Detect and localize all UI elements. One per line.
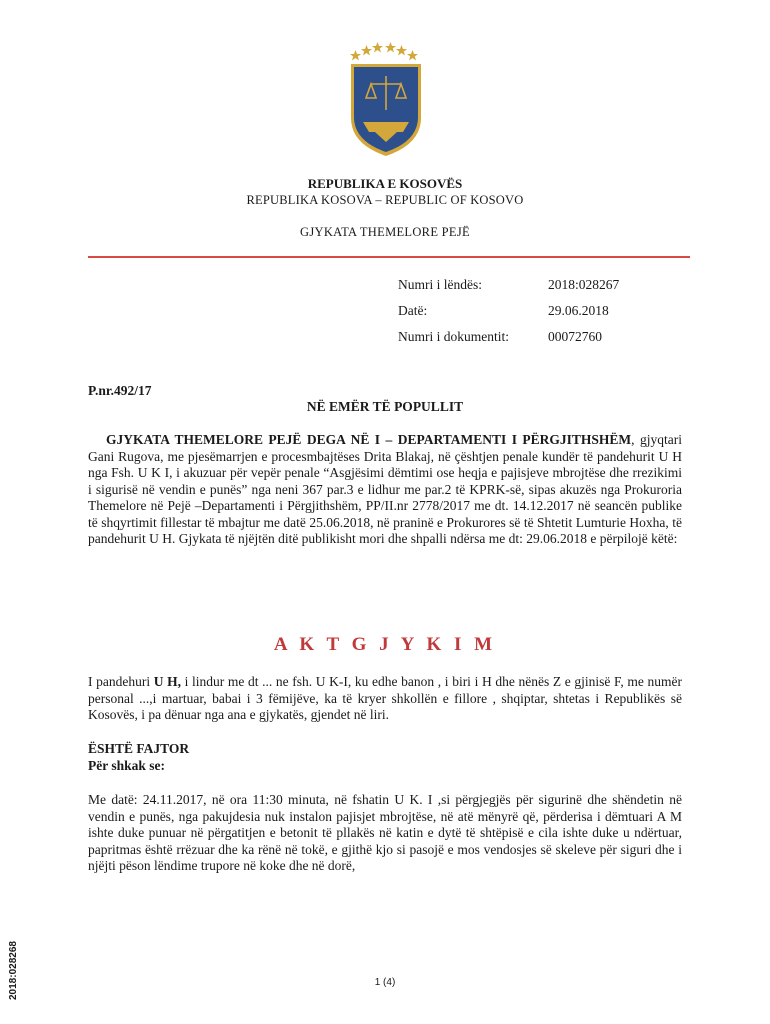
in-name-heading: NË EMËR TË POPULLIT (306, 399, 464, 414)
page-number: 1 (4) (374, 977, 396, 988)
meta-label: Numri i dokumentit: (398, 329, 509, 344)
defendant-text: i lindur me dt ... ne fsh. U K-I, ku edhe banon , i biri i H dhe nënës Z e gjinisë F, me numër personal ...,i martuar, babai i 3 fëmijëve, ka të kryer shkollën e fillore , shqiptar, shtetas i Republikës së Kosovës, i pa dënuar nga ana e gjykatës, gjendet në liri. (88, 674, 683, 722)
meta-value: 29.06.2018 (548, 303, 609, 318)
meta-label: Numri i lëndës: (398, 277, 482, 292)
meta-date (398, 298, 619, 324)
intro-text: , gjyqtari Gani Rugova, me pjesëmarrjen e procesmbajtëses Drita Blakaj, në çështjen penale kundër të pandehurit U H nga Fsh. U K I, i akuzuar për vepër penale “Asgjësimi dëmtimi ose heqja e pajisjeve mbrojtëse dhe rrezikimi i sigurisë në vendin e punës” nga neni 367 par.3 e lidhur me par.2 të KPRK-së, sipas akuzës nga Prokuroria Themelore në Pejë –Departamenti i Përgjithshëm, PP/II.nr 2778/2017 me dt. 14.12.2017 në seancën publike të shqyrtimit fillestar të mbajtur me datë 25.06.2018, në praninë e Prokurores së të Shtetit Lumturie Hoxha, të pandehurit U H. Gjykata të njëjtën ditë publikisht mori dhe shpalli ndërsa me dt: 29.06.2018 e përpilojë këtë: (88, 432, 682, 546)
header-republic: REPUBLIKA E KOSOVËS (307, 176, 463, 191)
header-court-name: GJYKATA THEMELORE PEJË (300, 225, 470, 239)
header-divider (88, 256, 690, 258)
guilty-title: ËSHTË FAJTOR (88, 741, 190, 756)
side-case-number: 2018:028268 (8, 941, 19, 1000)
meta-label: Datë: (398, 303, 428, 318)
guilty-subtitle: Për shkak se: (88, 757, 166, 773)
stars-icon (350, 42, 418, 61)
kosovo-emblem (345, 40, 427, 158)
facts-paragraph: Me datë: 24.11.2017, në ora 11:30 minuta, në fshatin U K. I ,si përgjegjës për sigurinë dhe shëndetin në vendin e punës, nga pakujdesia nuk instalon pajisjet mbrojtëse, në atë mënyrë që, përderisa i dëmtuari A M ishte duke punuar në përgatitjen e betonit të pllakës në katin e dytë të shtëpisë e cila ishte duke u ndërtuar, papritmas është rrëzuar dhe ka rënë në tokë, e gjithë kjo si pasojë e mos vendosjes së skeleve për siguri dhe i njëjti pëson lëndime trupore në koke dhe në dorë, (88, 792, 682, 873)
meta-value: 2018:028267 (548, 277, 620, 292)
case-reference: P.nr.492/17 (88, 383, 152, 398)
case-meta (398, 272, 619, 350)
defendant-name: U H, (153, 674, 182, 689)
meta-value: 00072760 (548, 329, 602, 344)
court-lead: GJYKATA THEMELORE PEJË DEGA NË I – DEPARTAMENTI I PËRGJITHSHËM (106, 432, 632, 447)
defendant-paragraph (88, 674, 682, 724)
guilty-block (88, 741, 189, 774)
intro-paragraph (88, 432, 682, 548)
header-republic-translations: REPUBLIKA KOSOVA – REPUBLIC OF KOSOVO (246, 193, 524, 207)
meta-case-number (398, 272, 619, 298)
meta-document-number (398, 324, 619, 350)
defendant-lead: I pandehuri (88, 674, 154, 689)
verdict-title: A K T G J Y K I M (273, 634, 497, 655)
